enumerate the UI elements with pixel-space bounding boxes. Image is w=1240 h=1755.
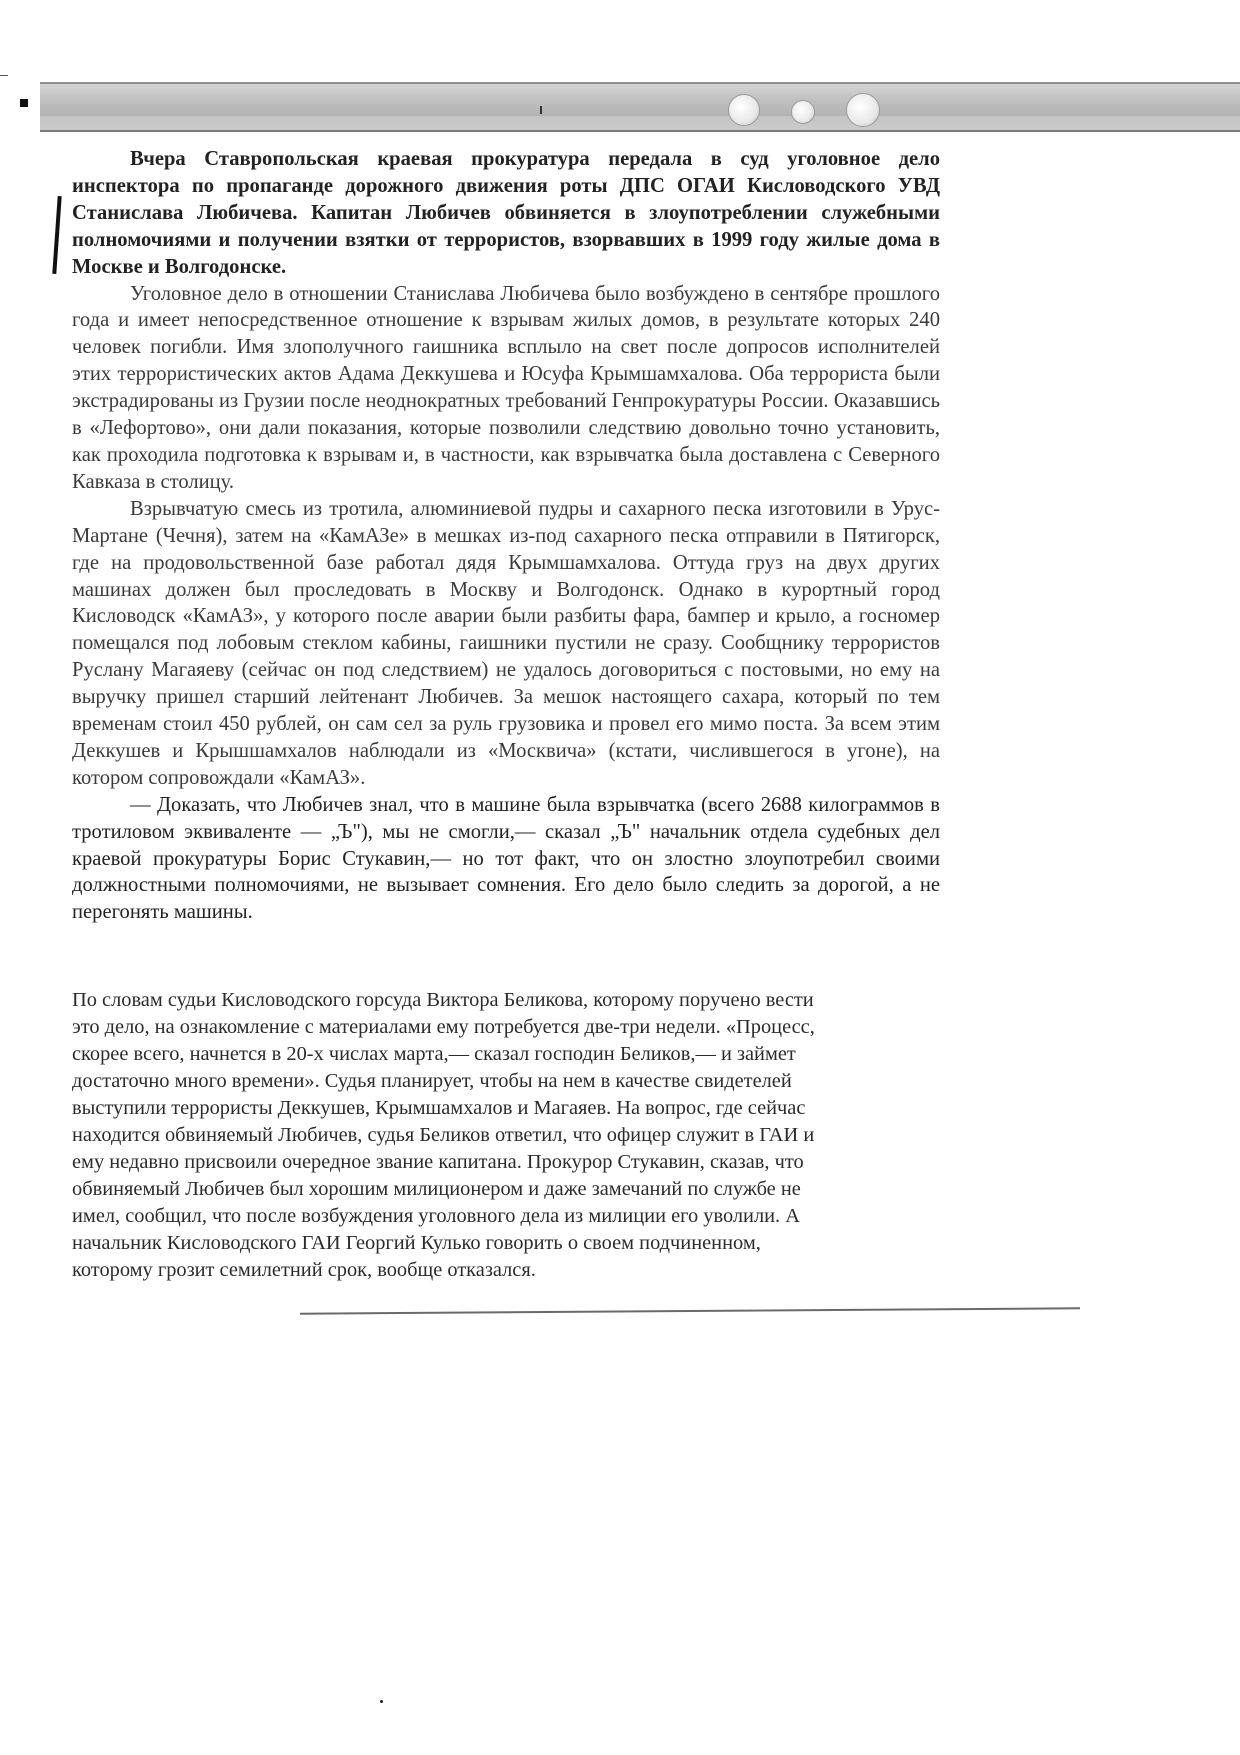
scanner-strip [40, 82, 1240, 132]
text-line: начальник Кисловодского ГАИ Георгий Кулько говорить о своем подчиненном, [72, 1232, 761, 1254]
text-line: имел, сообщил, что после возбуждения уголовного дела из милиции его уволили. А [72, 1205, 800, 1227]
quote-paragraph: — Доказать, что Любичев знал, что в машине была взрывчатка (всего 2688 килограммов в тротиловом эквиваленте — „Ъ"), мы не смогли,— сказал „Ъ" начальник отдела судебных дел краевой прокуратуры Борис Стукавин,— но тот факт, что он злостно злоупотребил своими должностными полномочиями, не вызывает сомнения. Его дело было следить за дорогой, а не перегонять машины. [72, 793, 940, 924]
margin-mark [52, 196, 61, 274]
end-rule [300, 1307, 1080, 1314]
edge-line [0, 75, 8, 76]
closing-paragraph [72, 987, 922, 1284]
scan-speck [380, 1700, 383, 1703]
punch-hole-icon [728, 94, 760, 126]
corner-dot-icon [20, 99, 28, 107]
tick-mark [540, 106, 542, 114]
punch-hole-icon [791, 100, 815, 124]
scanner-band [40, 94, 1240, 116]
lead-paragraph: Вчера Ставропольская краевая прокуратура передала в суд уголовное дело инспектора по пропаганде дорожного движения роты ДПС ОГАИ Кисловодского УВД Станислава Любичева. Капитан Любичев обвиняется в злоупотреблении служебными полномочиями и получении взятки от террористов, взорвавших в 1999 году жилые дома в Москве и Волгодонске. [72, 148, 940, 278]
text-line: которому грозит семилетний срок, вообще отказался. [72, 1259, 536, 1281]
text-line: достаточно много времени». Судья планирует, чтобы на нем в качестве свидетелей [72, 1070, 792, 1092]
paragraph: Взрывчатую смесь из тротила, алюминиевой пудры и сахарного песка изготовили в Урус-Мартане (Чечня), затем на «КамАЗе» в мешках из-под сахарного песка отправили в Пятигорск, где на продовольственной базе работал дядя Крымшамхалова. Оттуда груз на двух других машинах должен был проследовать в Москву и Волгодонск. Однако в курортный город Кисловодск «КамАЗ», у которого после аварии были разбиты фара, бампер и крыло, а госномер помещался под лобовым стеклом кабины, гаишники пустили не сразу. Сообщнику террористов Руслану Магаяеву (сейчас он под следствием) не удалось договориться с постовыми, но ему на выручку пришел старший лейтенант Любичев. За мешок настоящего сахара, который по тем временам стоил 450 рублей, он сам сел за руль грузовика и провел его мимо поста. За всем этим Деккушев и Крышшамхалов наблюдали из «Москвича» (кстати, числившегося в угоне), на котором сопровождали «КамАЗ». [72, 497, 940, 789]
text-line: находится обвиняемый Любичев, судья Беликов ответил, что офицер служит в ГАИ и [72, 1124, 815, 1146]
paragraph: Уголовное дело в отношении Станислава Любичева было возбуждено в сентябре прошлого года и имеет непосредственное отношение к взрывам жилых домов, в результате которых 240 человек погибли. Имя злополучного гаишника всплыло на свет после допросов исполнителей этих террористических актов Адама Деккушева и Юсуфа Крымшамхалова. Оба террориста были экстрадированы из Грузии после неоднократных требований Генпрокуратуры России. Оказавшись в «Лефортово», они дали показания, которые позволили следствию довольно точно установить, как проходила подготовка к взрывам и, в частности, как взрывчатка была доставлена с Северного Кавказа в столицу. [72, 282, 940, 493]
text-line: обвиняемый Любичев был хорошим милиционером и даже замечаний по службе не [72, 1178, 801, 1200]
text-line: По словам судьи Кисловодского горсуда Виктора Беликова, которому поручено вести [72, 989, 814, 1011]
text-line: выступили террористы Деккушев, Крымшамхалов и Магаяев. На вопрос, где сейчас [72, 1097, 806, 1119]
text-line: это дело, на ознакомление с материалами ему потребуется две-три недели. «Процесс, [72, 1016, 815, 1038]
punch-hole-icon [846, 93, 880, 127]
article-body [72, 146, 940, 926]
text-line: скорее всего, начнется в 20-х числах марта,— сказал господин Беликов,— и займет [72, 1043, 796, 1065]
text-line: ему недавно присвоили очередное звание капитана. Прокурор Стукавин, сказав, что [72, 1151, 804, 1173]
